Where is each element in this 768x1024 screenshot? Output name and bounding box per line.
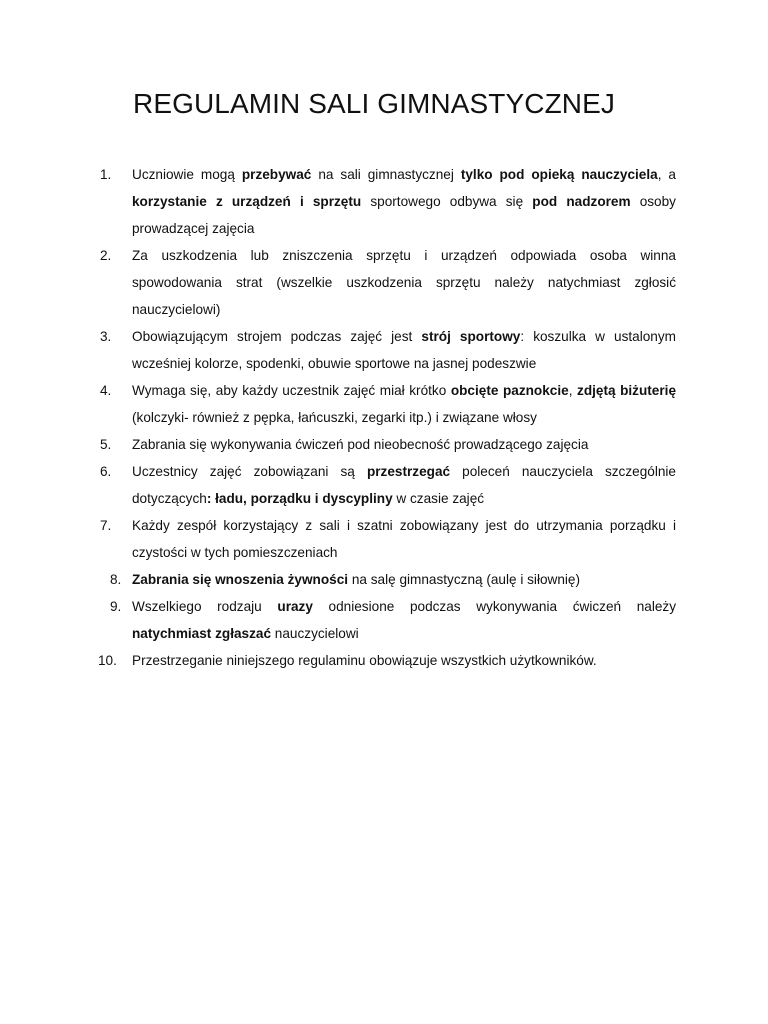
rule-number: 8. [110, 572, 122, 587]
rule-item-8 [100, 566, 676, 593]
rule-emphasis: przebywać [241, 167, 312, 182]
rule-segment: Przestrzeganie niniejszego regulaminu obowiązuje wszystkich użytkowników. [132, 653, 597, 668]
rule-text [132, 248, 676, 317]
rule-segment: Uczestnicy zajęć zobowiązani są [132, 464, 367, 479]
rule-number: 5. [100, 437, 112, 452]
rule-item-1 [100, 161, 676, 242]
rule-item-7 [100, 512, 676, 566]
rule-number: 6. [100, 464, 112, 479]
rule-text [132, 437, 588, 452]
rule-segment: sportowego odbywa się [361, 194, 533, 209]
rule-item-6 [100, 458, 676, 512]
rule-text [132, 329, 676, 371]
rule-text [132, 383, 676, 425]
rule-emphasis: Zabrania się wnoszenia żywności [132, 572, 349, 587]
rule-number: 2. [100, 248, 112, 263]
rule-segment: Każdy zespół korzystający z sali i szatni zobowiązany jest do utrzymania porządku i czystości w tych pomieszczeniach [132, 518, 676, 560]
rule-item-4 [100, 377, 676, 431]
rule-emphasis: : ładu, porządku i dyscypliny [206, 491, 393, 506]
rule-segment: odniesione podczas wykonywania ćwiczeń należy [312, 599, 677, 614]
rule-segment: Za uszkodzenia lub zniszczenia sprzętu i urządzeń odpowiada osoba winna spowodowania strat (wszelkie uszkodzenia sprzętu należy natychmiast zgłosić nauczycielowi) [132, 248, 676, 317]
rule-text [132, 464, 676, 506]
rule-segment: : koszulka w ustalonym wcześniej kolorze, spodenki, obuwie sportowe na jasnej podeszwie [132, 329, 676, 371]
rule-segment: , a [657, 167, 676, 182]
rule-segment: Wymaga się, aby każdy uczestnik zajęć miał krótko [132, 383, 451, 398]
rule-number: 7. [100, 518, 112, 533]
rule-segment: Zabrania się wykonywania ćwiczeń pod nieobecność prowadzącego zajęcia [132, 437, 589, 452]
rule-emphasis: natychmiast zgłaszać [132, 626, 272, 641]
rule-text [132, 599, 676, 641]
rule-segment: Uczniowie mogą [132, 167, 242, 182]
rule-segment: na sali gimnastycznej [311, 167, 461, 182]
rule-number: 9. [110, 599, 122, 614]
rule-segment: Obowiązującym strojem podczas zajęć jest [132, 329, 422, 344]
rule-number: 4. [100, 383, 112, 398]
rule-text [132, 518, 676, 560]
page-title: REGULAMIN SALI GIMNASTYCZNEJ [133, 88, 615, 119]
rule-segment: (kolczyki- również z pępka, łańcuszki, zegarki itp.) i związane włosy [132, 410, 537, 425]
rule-segment: Wszelkiego rodzaju [132, 599, 278, 614]
rule-emphasis: korzystanie z urządzeń i sprzętu [132, 194, 362, 209]
rule-segment: poleceń nauczyciela szczególnie dotyczących [132, 464, 676, 506]
rule-item-3 [100, 323, 676, 377]
rule-segment: , [568, 383, 578, 398]
rule-emphasis: strój sportowy [421, 329, 521, 344]
rule-item-10 [100, 647, 676, 674]
rule-number: 1. [100, 167, 112, 182]
rule-segment: na salę gimnastyczną (aulę i siłownię) [348, 572, 581, 587]
rule-emphasis: tylko pod opieką nauczyciela [460, 167, 658, 182]
rule-item-2 [100, 242, 676, 323]
rule-item-5 [100, 431, 676, 458]
rule-emphasis: urazy [277, 599, 313, 614]
rule-text [132, 167, 676, 236]
rule-emphasis: obcięte paznokcie [450, 383, 569, 398]
rule-text [132, 653, 597, 668]
rules-list [100, 161, 676, 674]
rule-number: 10. [98, 653, 117, 668]
rule-emphasis: pod nadzorem [532, 194, 631, 209]
rule-segment: nauczycielowi [271, 626, 359, 641]
rule-segment: osoby prowadzącej zajęcia [132, 194, 676, 236]
rule-emphasis: przestrzegać [366, 464, 451, 479]
rule-text [132, 572, 580, 587]
rule-segment: w czasie zajęć [392, 491, 485, 506]
rule-number: 3. [100, 329, 112, 344]
rule-emphasis: zdjętą biżuterię [577, 383, 676, 398]
rule-item-9 [100, 593, 676, 647]
